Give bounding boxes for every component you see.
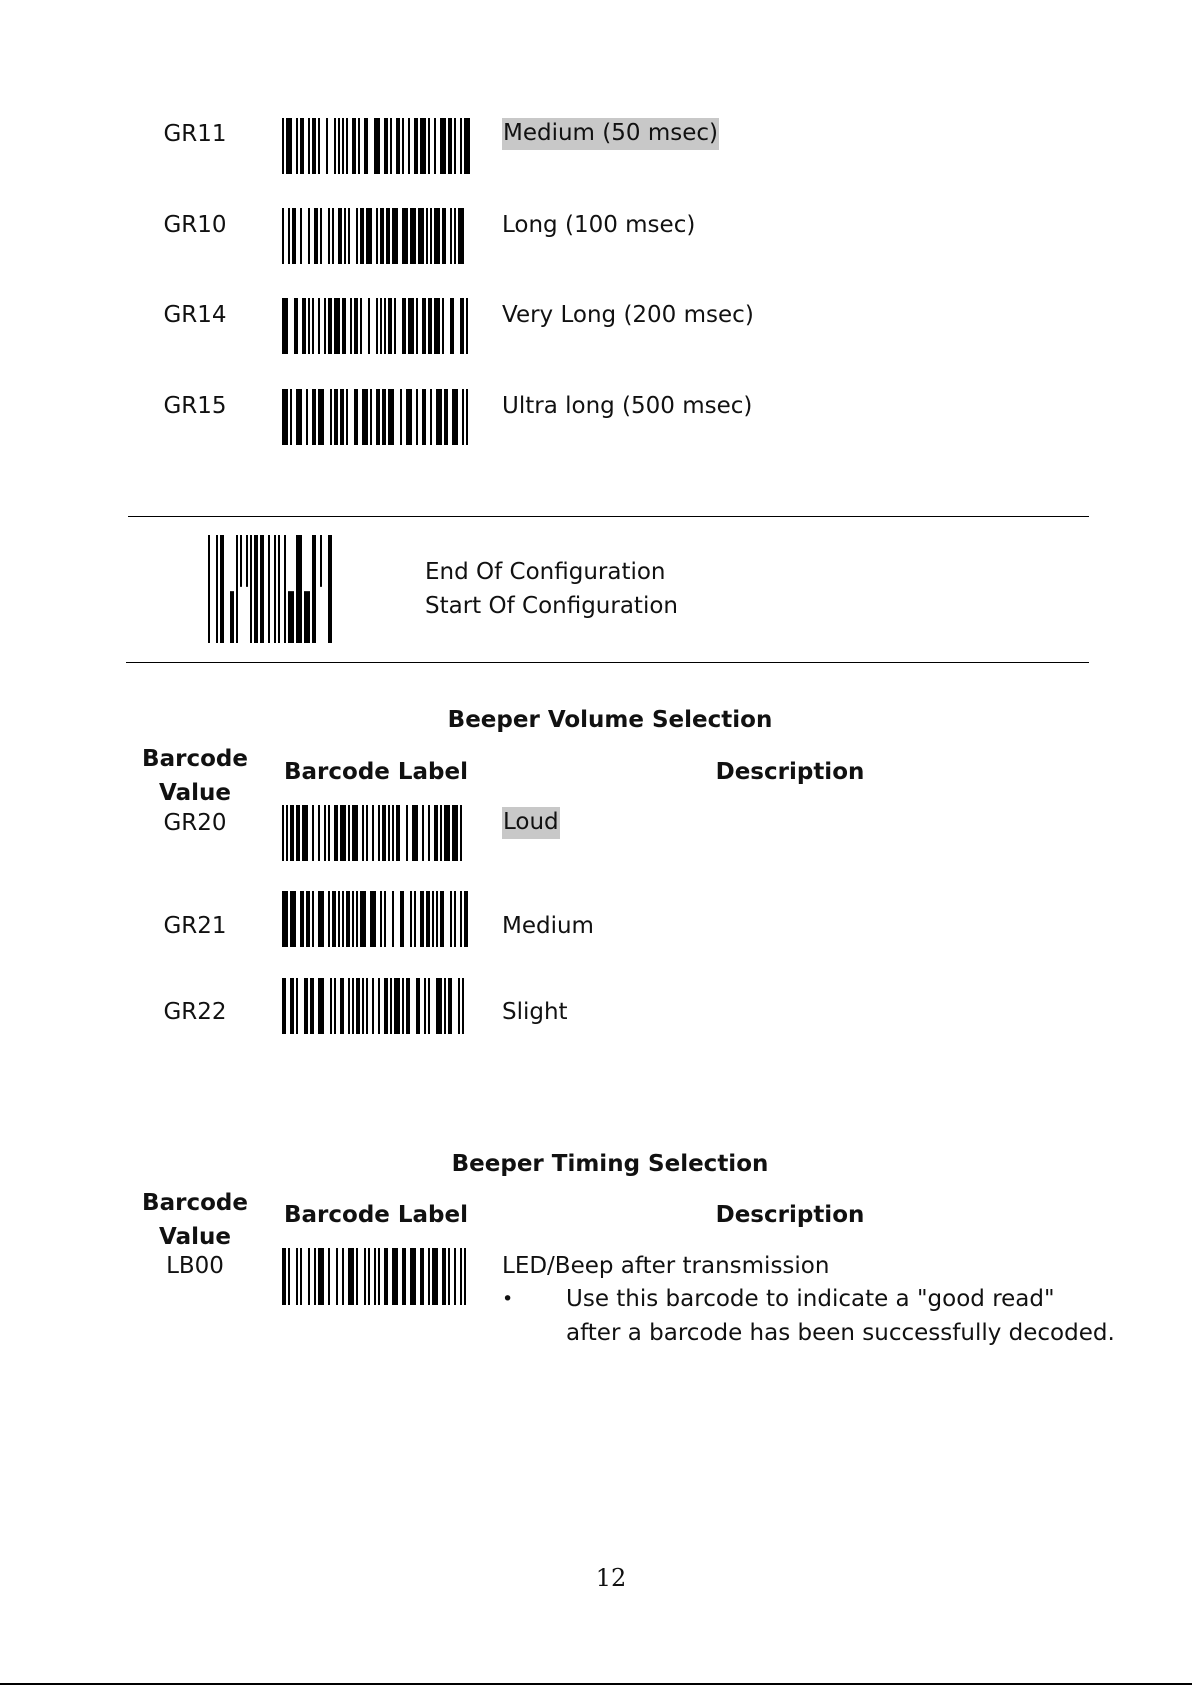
barcode-bar bbox=[466, 389, 468, 445]
barcode-bar bbox=[356, 891, 358, 947]
barcode-bar bbox=[434, 208, 440, 264]
barcode-bar bbox=[436, 978, 442, 1034]
barcode-bar bbox=[430, 208, 432, 264]
barcode-bar bbox=[318, 978, 324, 1034]
barcode-bar bbox=[324, 298, 326, 354]
barcode-bar bbox=[348, 805, 350, 861]
barcode-bar bbox=[428, 298, 432, 354]
barcode-bar bbox=[318, 1248, 324, 1305]
barcode-bar bbox=[338, 208, 342, 264]
barcode-bar bbox=[366, 208, 372, 264]
barcode-bar bbox=[376, 389, 380, 445]
column-header-label: Barcode Label bbox=[283, 1202, 469, 1228]
barcode-bar bbox=[274, 535, 276, 643]
barcode-bar bbox=[360, 298, 362, 354]
barcode-bar bbox=[428, 118, 430, 174]
barcode-bar bbox=[340, 978, 344, 1034]
description-text: Medium bbox=[502, 913, 594, 939]
description-text bbox=[502, 122, 719, 145]
barcode-bar bbox=[464, 1248, 466, 1305]
barcode-bar bbox=[250, 535, 252, 643]
barcode-bar bbox=[328, 805, 330, 861]
barcode-bar bbox=[406, 389, 412, 445]
barcode-bar bbox=[416, 978, 420, 1034]
barcode-bar bbox=[352, 118, 356, 174]
barcode-bar bbox=[402, 1248, 406, 1305]
description-text: Ultra long (500 msec) bbox=[502, 393, 753, 419]
barcode-bar bbox=[442, 298, 444, 354]
barcode-bar bbox=[392, 208, 398, 264]
barcode-bar bbox=[348, 978, 350, 1034]
barcode-bar bbox=[306, 891, 310, 947]
barcode-bar bbox=[318, 389, 324, 445]
barcode-bar bbox=[444, 805, 450, 861]
barcode-bar bbox=[320, 535, 322, 587]
barcode-bar bbox=[284, 535, 286, 643]
barcode-bar bbox=[300, 208, 302, 264]
barcode-bar bbox=[376, 208, 378, 264]
barcode-bar bbox=[328, 535, 332, 643]
barcode-bar bbox=[444, 389, 448, 445]
barcode-bar bbox=[362, 389, 368, 445]
barcode-bar bbox=[380, 208, 384, 264]
barcode-bar bbox=[346, 891, 350, 947]
barcode-bar bbox=[400, 891, 404, 947]
barcode-bar bbox=[378, 1248, 380, 1305]
barcode-bar bbox=[312, 298, 314, 354]
barcode-bar bbox=[308, 118, 310, 174]
barcode-bar bbox=[324, 805, 326, 861]
barcode-value: GR14 bbox=[163, 302, 227, 328]
barcode-bar bbox=[454, 118, 456, 174]
barcode-bar bbox=[220, 535, 224, 643]
barcode-bar bbox=[358, 118, 360, 174]
barcode-bar bbox=[290, 978, 294, 1034]
barcode-bar bbox=[306, 389, 308, 445]
barcode-bar bbox=[394, 978, 400, 1034]
barcode-bar bbox=[450, 208, 452, 264]
barcode-bar bbox=[342, 298, 346, 354]
barcode-bar bbox=[402, 978, 404, 1034]
barcode-bar bbox=[326, 118, 328, 174]
barcode-bar bbox=[380, 298, 382, 354]
barcode-bar bbox=[402, 208, 408, 264]
barcode-bar bbox=[216, 535, 218, 643]
barcode-bar bbox=[334, 298, 340, 354]
barcode-bar bbox=[260, 535, 264, 643]
barcode-bar bbox=[386, 208, 390, 264]
barcode-bar bbox=[288, 591, 294, 643]
barcode-bar bbox=[290, 389, 292, 445]
barcode-bar bbox=[282, 298, 288, 354]
barcode-bar bbox=[442, 208, 446, 264]
barcode-bar bbox=[282, 978, 286, 1034]
barcode-bar bbox=[318, 805, 320, 861]
barcode-bar bbox=[288, 208, 290, 264]
barcode-bar bbox=[314, 1248, 316, 1305]
barcode-bar bbox=[364, 118, 368, 174]
barcode-bar bbox=[442, 1248, 446, 1305]
barcode-image bbox=[282, 208, 470, 264]
barcode-bar bbox=[384, 118, 388, 174]
config-barcode-image bbox=[208, 535, 332, 643]
barcode-bar bbox=[356, 1248, 358, 1305]
barcode-bar bbox=[288, 1248, 290, 1305]
barcode-value: GR22 bbox=[163, 999, 227, 1025]
barcode-bar bbox=[436, 389, 442, 445]
barcode-bar bbox=[356, 208, 358, 264]
barcode-bar bbox=[372, 978, 374, 1034]
barcode-bar bbox=[432, 1248, 438, 1305]
barcode-bar bbox=[268, 535, 270, 643]
barcode-bar bbox=[384, 978, 388, 1034]
barcode-bar bbox=[392, 1248, 398, 1305]
barcode-bar bbox=[388, 298, 392, 354]
barcode-bar bbox=[454, 891, 456, 947]
barcode-bar bbox=[312, 118, 316, 174]
column-header-value: Barcode Value bbox=[142, 746, 248, 806]
bullet-marker: • bbox=[502, 1288, 514, 1310]
barcode-bar bbox=[354, 298, 358, 354]
barcode-bar bbox=[350, 298, 352, 354]
barcode-image bbox=[282, 118, 470, 174]
description-text: LED/Beep after transmission bbox=[502, 1253, 830, 1279]
barcode-bar bbox=[454, 208, 456, 264]
highlighted-default-option: Medium (50 msec) bbox=[502, 118, 719, 150]
barcode-bar bbox=[408, 298, 414, 354]
barcode-bar bbox=[444, 978, 446, 1034]
column-header-description: Description bbox=[715, 1202, 865, 1228]
barcode-bar bbox=[314, 208, 318, 264]
barcode-bar bbox=[394, 298, 396, 354]
barcode-bar bbox=[360, 891, 366, 947]
barcode-bar bbox=[342, 1248, 344, 1305]
barcode-bar bbox=[352, 805, 358, 861]
barcode-bar bbox=[396, 805, 400, 861]
barcode-bar bbox=[300, 891, 304, 947]
barcode-bar bbox=[352, 978, 354, 1034]
barcode-bar bbox=[310, 978, 314, 1034]
barcode-bar bbox=[392, 891, 394, 947]
barcode-bar bbox=[208, 535, 210, 643]
barcode-bar bbox=[296, 978, 298, 1034]
barcode-bar bbox=[462, 389, 464, 445]
barcode-bar bbox=[410, 891, 412, 947]
barcode-bar bbox=[282, 891, 288, 947]
barcode-bar bbox=[366, 805, 368, 861]
barcode-bar bbox=[286, 805, 288, 861]
barcode-bar bbox=[440, 118, 446, 174]
barcode-bar bbox=[448, 118, 452, 174]
barcode-bar bbox=[402, 298, 406, 354]
barcode-bar bbox=[384, 1248, 388, 1305]
config-start-label: Start Of Configuration bbox=[425, 593, 678, 619]
barcode-bar bbox=[458, 208, 464, 264]
barcode-bar bbox=[334, 978, 336, 1034]
barcode-bar bbox=[296, 389, 302, 445]
barcode-bar bbox=[452, 805, 458, 861]
barcode-bar bbox=[340, 389, 344, 445]
barcode-bar bbox=[302, 298, 306, 354]
barcode-bar bbox=[378, 805, 380, 861]
barcode-bar bbox=[338, 891, 340, 947]
barcode-bar bbox=[300, 1248, 302, 1305]
barcode-bar bbox=[312, 891, 314, 947]
barcode-bar bbox=[464, 118, 470, 174]
barcode-bar bbox=[448, 1248, 450, 1305]
barcode-bar bbox=[290, 805, 294, 861]
column-header-value: Barcode Value bbox=[142, 1190, 248, 1250]
barcode-bar bbox=[342, 118, 344, 174]
highlighted-default-option: Loud bbox=[502, 807, 560, 839]
barcode-bar bbox=[436, 891, 438, 947]
barcode-bar bbox=[318, 891, 324, 947]
column-header-label: Barcode Label bbox=[283, 759, 469, 785]
barcode-bar bbox=[312, 805, 314, 861]
barcode-bar bbox=[410, 1248, 416, 1305]
barcode-bar bbox=[240, 535, 242, 587]
barcode-bar bbox=[420, 1248, 424, 1305]
barcode-bar bbox=[460, 298, 464, 354]
barcode-bar bbox=[422, 389, 426, 445]
barcode-bar bbox=[374, 1248, 376, 1305]
barcode-bar bbox=[400, 389, 402, 445]
barcode-bar bbox=[434, 298, 440, 354]
barcode-image bbox=[282, 389, 470, 445]
description-text: Slight bbox=[502, 999, 568, 1025]
barcode-bar bbox=[296, 805, 300, 861]
barcode-bar bbox=[426, 208, 428, 264]
barcode-bar bbox=[308, 208, 310, 264]
barcode-bar bbox=[330, 389, 332, 445]
barcode-bar bbox=[346, 389, 348, 445]
barcode-bar bbox=[282, 805, 284, 861]
barcode-bar bbox=[434, 805, 438, 861]
barcode-bar bbox=[330, 978, 332, 1034]
barcode-bar bbox=[328, 298, 332, 354]
description-text bbox=[502, 811, 560, 834]
barcode-value: GR20 bbox=[163, 810, 227, 836]
barcode-bar bbox=[424, 978, 426, 1034]
barcode-bar bbox=[460, 1248, 462, 1305]
barcode-value: GR10 bbox=[163, 212, 227, 238]
barcode-bar bbox=[286, 118, 292, 174]
barcode-bar bbox=[460, 891, 462, 947]
barcode-bar bbox=[450, 298, 454, 354]
barcode-bar bbox=[342, 891, 344, 947]
barcode-bar bbox=[300, 118, 304, 174]
barcode-value: GR15 bbox=[163, 393, 227, 419]
barcode-image bbox=[282, 978, 470, 1034]
barcode-bar bbox=[348, 208, 350, 264]
barcode-value: GR21 bbox=[163, 913, 227, 939]
barcode-bar bbox=[346, 118, 348, 174]
bullet-text-line: after a barcode has been successfully decoded. bbox=[566, 1320, 1115, 1346]
barcode-bar bbox=[302, 805, 308, 861]
barcode-bar bbox=[246, 535, 248, 587]
barcode-bar bbox=[422, 805, 424, 861]
barcode-bar bbox=[426, 891, 430, 947]
barcode-bar bbox=[450, 891, 452, 947]
barcode-bar bbox=[278, 535, 280, 643]
section-title: Beeper Volume Selection bbox=[447, 707, 773, 733]
barcode-bar bbox=[312, 389, 316, 445]
barcode-bar bbox=[304, 978, 308, 1034]
barcode-bar bbox=[360, 208, 364, 264]
barcode-bar bbox=[466, 298, 468, 354]
barcode-bar bbox=[384, 298, 386, 354]
barcode-image bbox=[282, 298, 470, 354]
barcode-bar bbox=[332, 208, 334, 264]
barcode-value: LB00 bbox=[166, 1253, 224, 1279]
barcode-bar bbox=[416, 298, 418, 354]
barcode-bar bbox=[290, 891, 296, 947]
barcode-image bbox=[282, 891, 470, 947]
barcode-bar bbox=[282, 118, 284, 174]
barcode-bar bbox=[352, 891, 354, 947]
barcode-bar bbox=[354, 389, 358, 445]
barcode-bar bbox=[236, 535, 238, 643]
barcode-bar bbox=[406, 978, 410, 1034]
config-box-top-rule bbox=[128, 516, 1089, 517]
barcode-bar bbox=[304, 591, 310, 643]
barcode-bar bbox=[334, 118, 336, 174]
barcode-bar bbox=[374, 118, 380, 174]
barcode-bar bbox=[420, 891, 424, 947]
barcode-bar bbox=[412, 805, 418, 861]
barcode-bar bbox=[296, 1248, 298, 1305]
barcode-bar bbox=[390, 118, 392, 174]
barcode-bar bbox=[296, 118, 298, 174]
barcode-bar bbox=[356, 978, 360, 1034]
barcode-bar bbox=[414, 891, 416, 947]
barcode-bar bbox=[376, 298, 378, 354]
barcode-bar bbox=[462, 978, 464, 1034]
section-title: Beeper Timing Selection bbox=[451, 1151, 769, 1177]
barcode-bar bbox=[454, 1248, 456, 1305]
bullet-text-line: Use this barcode to indicate a "good read" bbox=[566, 1286, 1055, 1312]
barcode-bar bbox=[396, 118, 400, 174]
barcode-bar bbox=[432, 891, 434, 947]
barcode-bar bbox=[440, 805, 442, 861]
barcode-bar bbox=[282, 208, 284, 264]
barcode-bar bbox=[382, 389, 386, 445]
column-header-description: Description bbox=[715, 759, 865, 785]
barcode-bar bbox=[414, 118, 418, 174]
barcode-bar bbox=[328, 208, 330, 264]
barcode-bar bbox=[308, 1248, 310, 1305]
barcode-bar bbox=[308, 298, 310, 354]
barcode-bar bbox=[420, 118, 426, 174]
barcode-bar bbox=[282, 389, 288, 445]
barcode-bar bbox=[230, 591, 234, 643]
barcode-bar bbox=[338, 118, 340, 174]
barcode-value: GR11 bbox=[163, 121, 227, 147]
barcode-bar bbox=[390, 978, 392, 1034]
barcode-bar bbox=[372, 805, 374, 861]
description-text: Long (100 msec) bbox=[502, 212, 696, 238]
barcode-bar bbox=[460, 805, 462, 861]
barcode-bar bbox=[440, 891, 444, 947]
barcode-bar bbox=[408, 118, 410, 174]
barcode-bar bbox=[418, 208, 424, 264]
barcode-bar bbox=[448, 978, 452, 1034]
barcode-bar bbox=[318, 118, 320, 174]
barcode-bar bbox=[254, 535, 258, 643]
barcode-bar bbox=[434, 118, 436, 174]
barcode-bar bbox=[332, 891, 336, 947]
config-box-bottom-rule bbox=[126, 662, 1089, 663]
barcode-bar bbox=[344, 208, 346, 264]
description-text: Very Long (200 msec) bbox=[502, 302, 754, 328]
barcode-bar bbox=[430, 389, 432, 445]
barcode-bar bbox=[328, 1248, 330, 1305]
config-end-label: End Of Configuration bbox=[425, 559, 666, 585]
barcode-bar bbox=[296, 535, 302, 643]
barcode-bar bbox=[368, 298, 370, 354]
barcode-bar bbox=[464, 891, 468, 947]
barcode-bar bbox=[328, 891, 330, 947]
barcode-bar bbox=[388, 805, 390, 861]
barcode-bar bbox=[370, 891, 376, 947]
barcode-bar bbox=[460, 118, 462, 174]
barcode-bar bbox=[312, 535, 316, 643]
barcode-image bbox=[282, 1248, 470, 1305]
barcode-bar bbox=[334, 389, 338, 445]
barcode-bar bbox=[362, 978, 364, 1034]
barcode-bar bbox=[380, 891, 382, 947]
barcode-bar bbox=[458, 978, 460, 1034]
barcode-bar bbox=[318, 298, 320, 354]
barcode-bar bbox=[368, 1248, 370, 1305]
barcode-bar bbox=[388, 389, 394, 445]
barcode-bar bbox=[428, 805, 430, 861]
barcode-bar bbox=[428, 978, 430, 1034]
barcode-bar bbox=[336, 1248, 338, 1305]
barcode-bar bbox=[370, 389, 372, 445]
barcode-bar bbox=[294, 298, 298, 354]
barcode-bar bbox=[366, 978, 368, 1034]
barcode-bar bbox=[282, 1248, 286, 1305]
barcode-bar bbox=[364, 1248, 366, 1305]
barcode-bar bbox=[334, 805, 338, 861]
barcode-bar bbox=[402, 118, 404, 174]
barcode-bar bbox=[348, 1248, 354, 1305]
barcode-bar bbox=[340, 805, 346, 861]
barcode-bar bbox=[320, 208, 322, 264]
barcode-bar bbox=[452, 389, 458, 445]
barcode-bar bbox=[378, 978, 380, 1034]
page-number: 12 bbox=[595, 1564, 627, 1592]
barcode-bar bbox=[384, 891, 386, 947]
barcode-bar bbox=[292, 208, 296, 264]
barcode-bar bbox=[428, 1248, 430, 1305]
barcode-bar bbox=[416, 389, 418, 445]
barcode-bar bbox=[406, 805, 408, 861]
barcode-image bbox=[282, 805, 470, 861]
barcode-bar bbox=[362, 805, 364, 861]
barcode-bar bbox=[422, 298, 426, 354]
barcode-bar bbox=[382, 805, 386, 861]
barcode-bar bbox=[410, 208, 416, 264]
barcode-bar bbox=[392, 805, 394, 861]
